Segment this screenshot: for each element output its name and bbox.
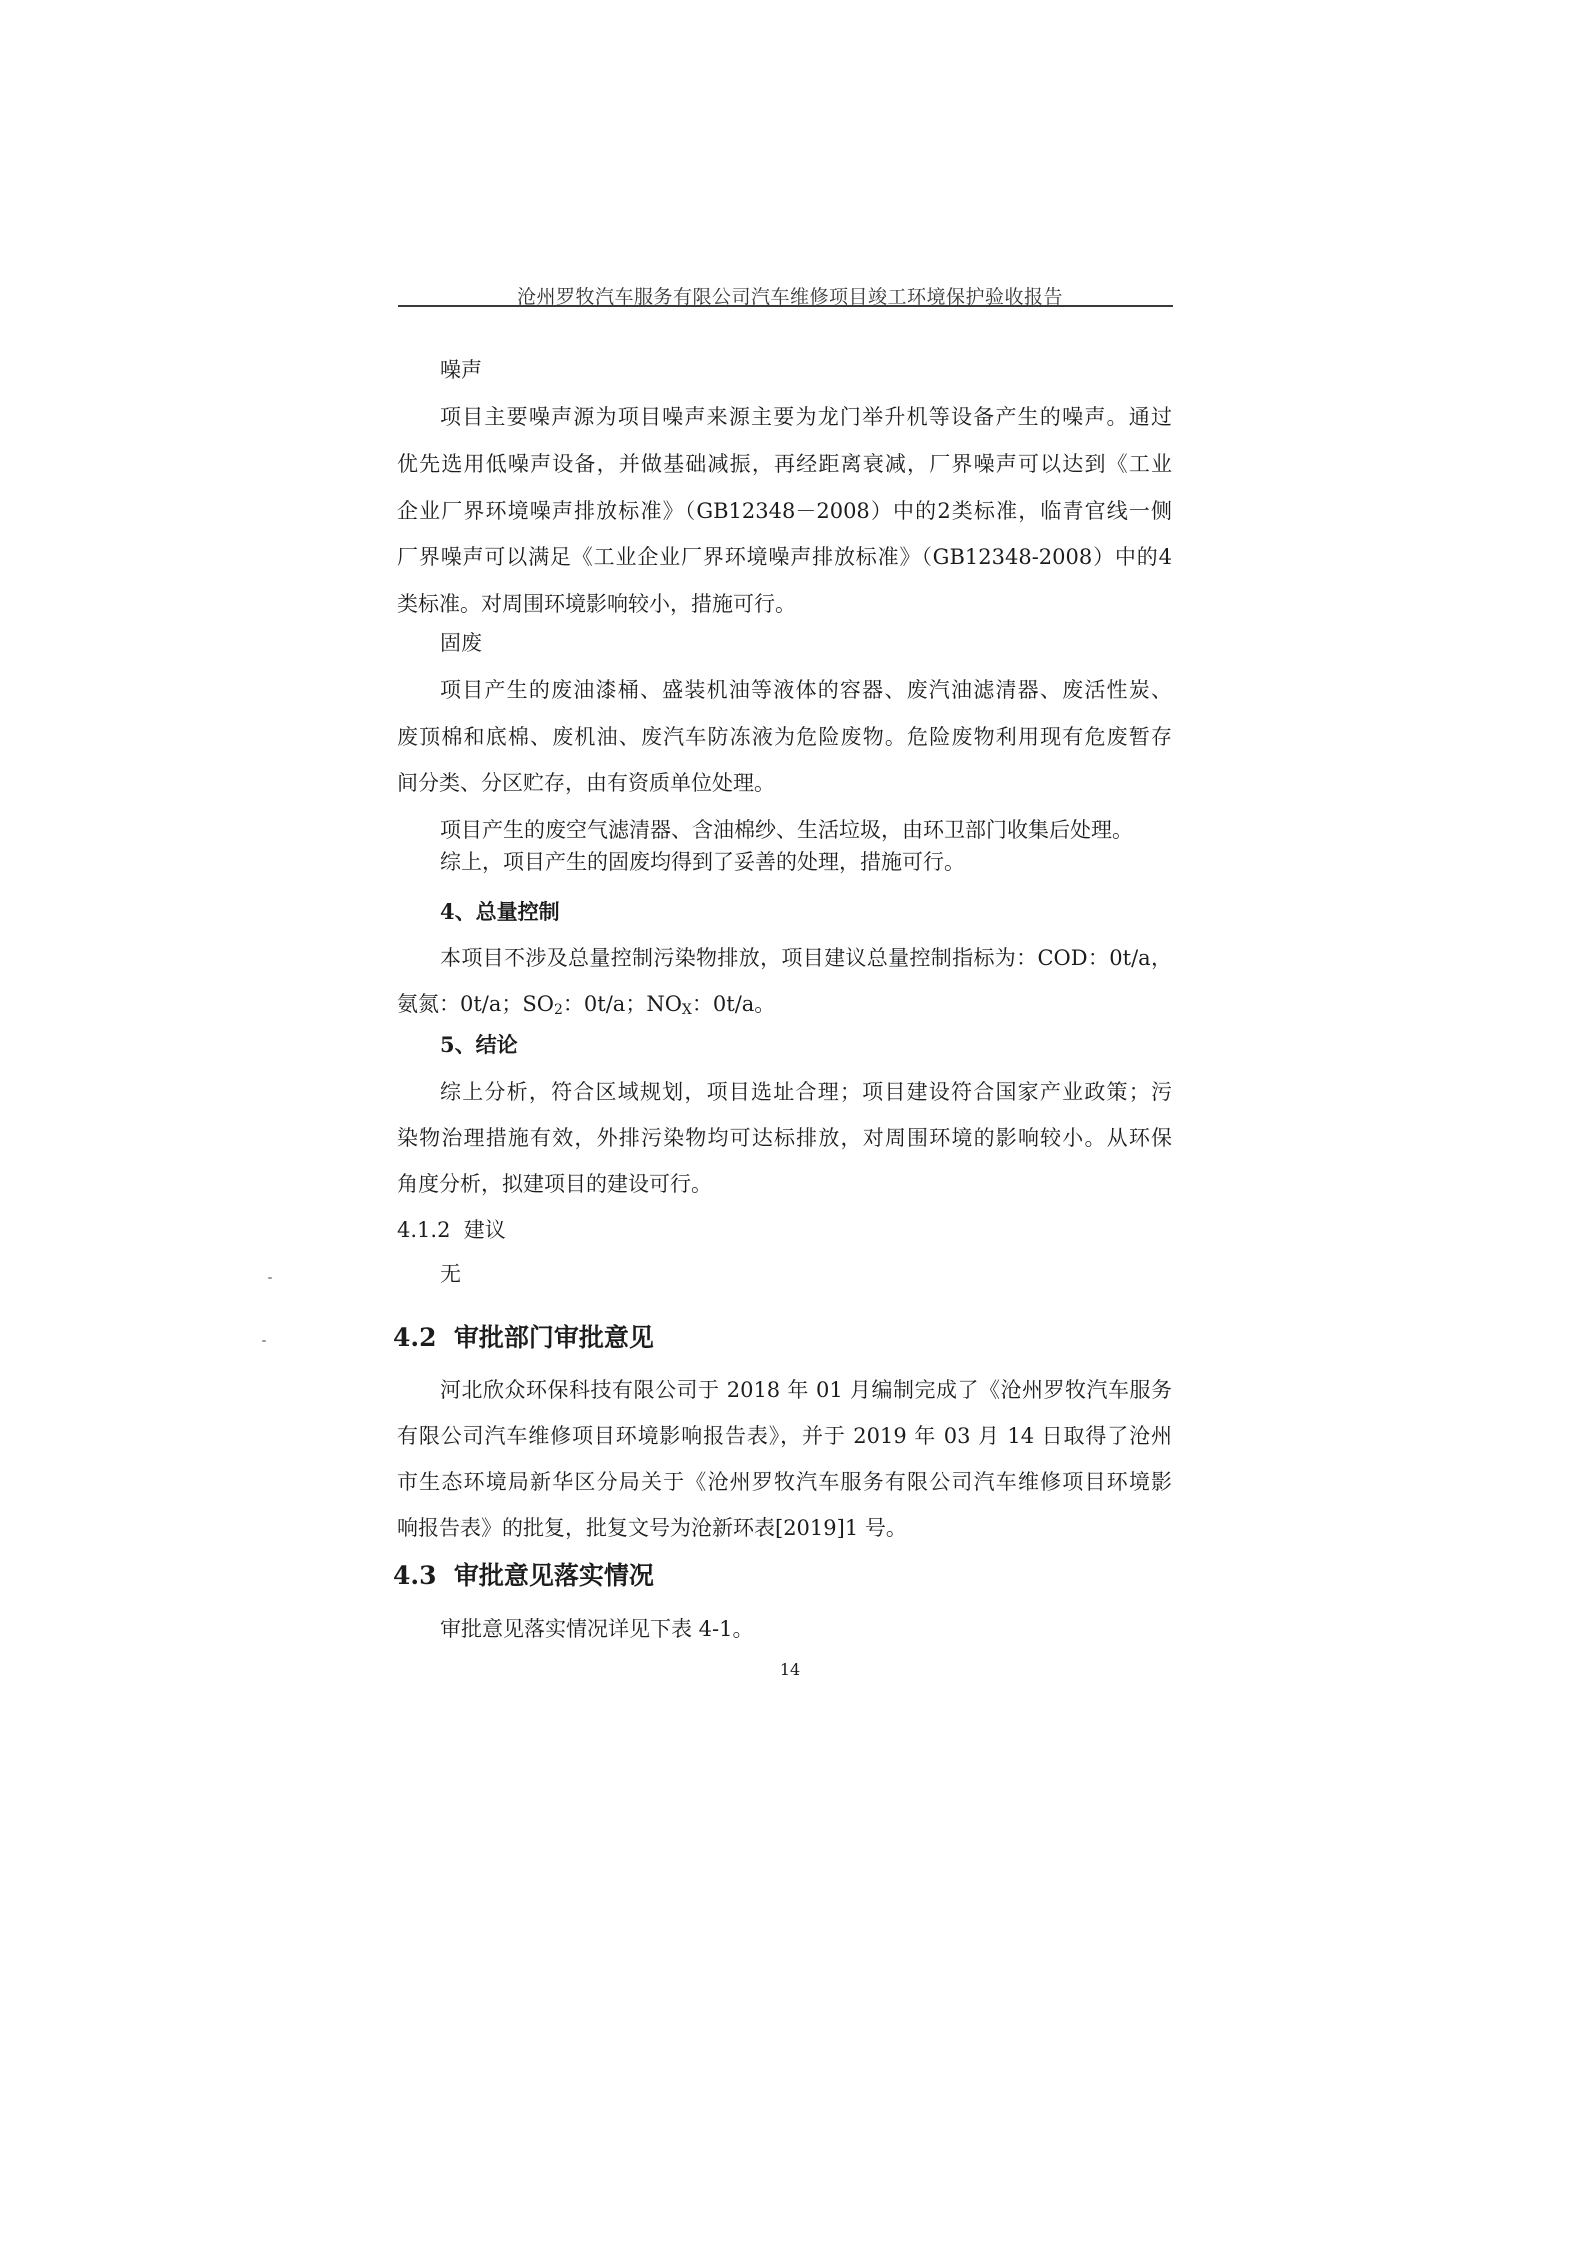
total-control-heading: 4、总量控制 bbox=[440, 899, 560, 924]
noise-paragraph-line: 厂界噪声可以满足《工业企业厂界环境噪声排放标准》（GB12348-2008）中的4 bbox=[397, 545, 1172, 569]
section-4-2-heading: 4.2 审批部门审批意见 bbox=[393, 1323, 654, 1352]
noise-paragraph-line: 企业厂界环境噪声排放标准》（GB12348－2008）中的2类标准，临青官线一侧 bbox=[397, 499, 1172, 523]
noise-paragraph-line: 优先选用低噪声设备，并做基础减振，再经距离衰减，厂界噪声可以达到《工业 bbox=[397, 452, 1172, 476]
suggestion-heading: 4.1.2 建议 bbox=[397, 1218, 506, 1242]
section-4-2-paragraph-line: 响报告表》的批复，批复文号为沧新环表[2019]1 号。 bbox=[397, 1516, 907, 1540]
conclusion-heading: 5、结论 bbox=[440, 1032, 518, 1057]
solid-waste-heading: 固废 bbox=[440, 631, 482, 655]
section-4-2-paragraph-line: 市生态环境局新华区分局关于《沧州罗牧汽车服务有限公司汽车维修项目环境影 bbox=[397, 1470, 1172, 1494]
solid-waste-paragraph-line: 废顶棉和底棉、废机油、废汽车防冻液为危险废物。危险废物利用现有危废暂存 bbox=[397, 725, 1172, 749]
noise-heading: 噪声 bbox=[440, 358, 482, 382]
section-4-2-paragraph-line: 有限公司汽车维修项目环境影响报告表》，并于 2019 年 03 月 14 日取得了沧州 bbox=[397, 1424, 1172, 1448]
scan-speck bbox=[262, 1340, 266, 1342]
report-header-title: 沧州罗牧汽车服务有限公司汽车维修项目竣工环境保护验收报告 bbox=[516, 286, 1063, 308]
solid-waste-paragraph-line: 项目产生的废油漆桶、盛装机油等液体的容器、废汽油滤清器、废活性炭、 bbox=[440, 678, 1172, 702]
total-control-line: 本项目不涉及总量控制污染物排放，项目建议总量控制指标为：COD：0t/a， bbox=[440, 946, 1172, 970]
section-4-3-heading: 4.3 审批意见落实情况 bbox=[393, 1561, 654, 1590]
solid-waste-paragraph-line: 间分类、分区贮存，由有资质单位处理。 bbox=[397, 771, 775, 795]
scan-speck bbox=[268, 1277, 272, 1279]
conclusion-paragraph-line: 角度分析，拟建项目的建设可行。 bbox=[397, 1172, 712, 1196]
noise-paragraph-line: 项目主要噪声源为项目噪声来源主要为龙门举升机等设备产生的噪声。通过 bbox=[440, 405, 1172, 429]
total-control-line: 氨氮：0t/a；$SO_2$：0t/a；$NO_X$：0t/a。 bbox=[397, 992, 776, 1018]
solid-waste-paragraph-line: 项目产生的废空气滤清器、含油棉纱、生活垃圾，由环卫部门收集后处理。 bbox=[440, 818, 1133, 842]
noise-paragraph-line: 类标准。对周围环境影响较小，措施可行。 bbox=[397, 592, 796, 616]
page-number: 14 bbox=[779, 1660, 801, 1679]
solid-waste-summary: 综上，项目产生的固废均得到了妥善的处理，措施可行。 bbox=[440, 850, 965, 874]
section-4-3-text: 审批意见落实情况详见下表 4-1。 bbox=[440, 1617, 754, 1641]
header-divider bbox=[398, 305, 1173, 307]
conclusion-paragraph-line: 综上分析，符合区域规划，项目选址合理；项目建设符合国家产业政策；污 bbox=[440, 1080, 1172, 1104]
suggestion-text: 无 bbox=[440, 1262, 461, 1286]
conclusion-paragraph-line: 染物治理措施有效，外排污染物均可达标排放，对周围环境的影响较小。从环保 bbox=[397, 1126, 1172, 1150]
section-4-2-paragraph-line: 河北欣众环保科技有限公司于 2018 年 01 月编制完成了《沧州罗牧汽车服务 bbox=[440, 1378, 1172, 1402]
